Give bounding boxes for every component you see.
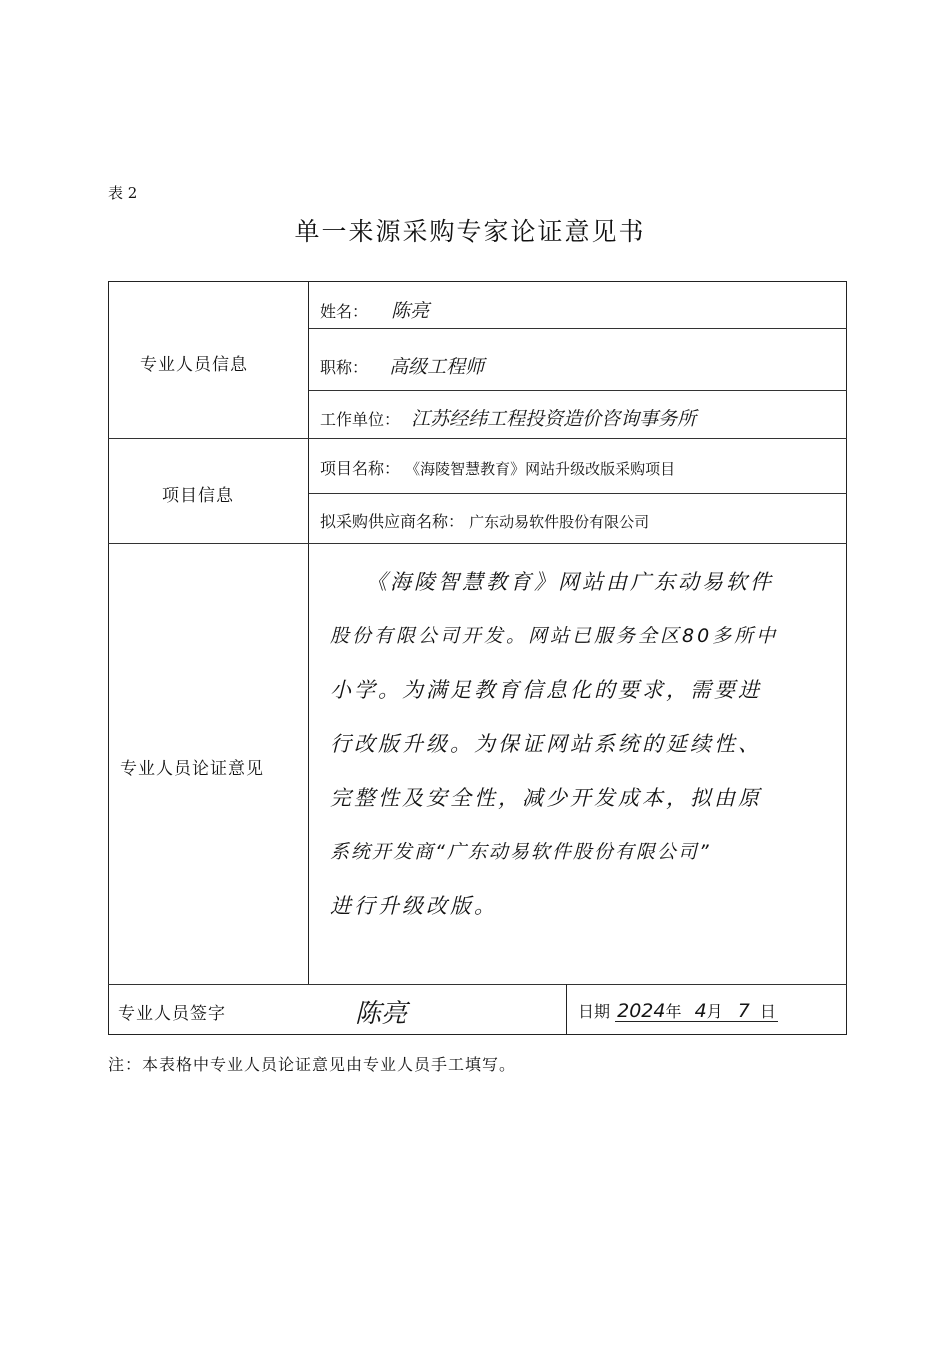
row-divider (309, 493, 847, 494)
name-value: 陈亮 (391, 300, 430, 322)
row-divider (108, 543, 847, 544)
job-title-row (320, 352, 484, 379)
opinion-line: 小学。为满足教育信息化的要求，需要进 (330, 678, 762, 702)
signature-date-divider (566, 984, 567, 1035)
document-title: 单一来源采购专家论证意见书 (294, 217, 646, 246)
signature-mark: 陈亮 (355, 999, 408, 1029)
opinion-line: 完整性及安全性，减少开发成本，拟由原 (330, 786, 762, 810)
opinion-line: 系统开发商“广东动易软件股份有限公司” (330, 841, 711, 863)
row-divider (309, 390, 847, 391)
job-title-label: 职称： (320, 358, 369, 377)
date-month: 4 (694, 1000, 707, 1022)
date-value (615, 1002, 778, 1022)
table-number: 表 2 (108, 184, 138, 202)
section-signature: 专业人员签字 (118, 1004, 226, 1024)
opinion-line: 行改版升级。为保证网站系统的延续性、 (330, 732, 762, 756)
row-divider (108, 438, 847, 439)
date-day: 7 (737, 1000, 750, 1022)
opinion-line: 股份有限公司开发。网站已服务全区80多所中 (330, 625, 779, 647)
section-personnel-info: 专业人员信息 (140, 355, 248, 375)
employer-label: 工作单位： (320, 410, 401, 429)
supplier-value: 广东动易软件股份有限公司 (469, 513, 650, 531)
section-project-info: 项目信息 (162, 486, 234, 506)
supplier-label: 拟采购供应商名称： (320, 512, 465, 531)
opinion-line: 《海陵智慧教育》网站由广东动易软件 (366, 570, 774, 594)
date-label: 日期 (578, 1002, 611, 1021)
date-field (578, 999, 778, 1022)
row-divider (309, 328, 847, 329)
date-year: 2024 (617, 1000, 666, 1022)
name-row (320, 296, 429, 323)
employer-row (320, 404, 696, 431)
job-title-value: 高级工程师 (389, 356, 485, 378)
footnote: 注：本表格中专业人员论证意见由专业人员手工填写。 (108, 1055, 517, 1074)
supplier-row (320, 509, 649, 532)
date-year-unit: 年 (665, 1002, 682, 1021)
employer-value: 江苏经纬工程投资造价咨询事务所 (411, 408, 697, 430)
opinion-line: 进行升级改版。 (330, 894, 498, 918)
row-divider (108, 984, 847, 985)
project-name-value: 《海陵智慧教育》网站升级改版采购项目 (405, 460, 676, 478)
name-label: 姓名： (320, 302, 369, 321)
date-day-unit: 日 (759, 1002, 776, 1021)
opinion-text (330, 555, 838, 933)
section-opinion: 专业人员论证意见 (120, 759, 264, 779)
date-month-unit: 月 (706, 1002, 723, 1021)
project-name-label: 项目名称： (320, 459, 401, 478)
project-name-row (320, 456, 675, 479)
column-divider (308, 281, 309, 985)
